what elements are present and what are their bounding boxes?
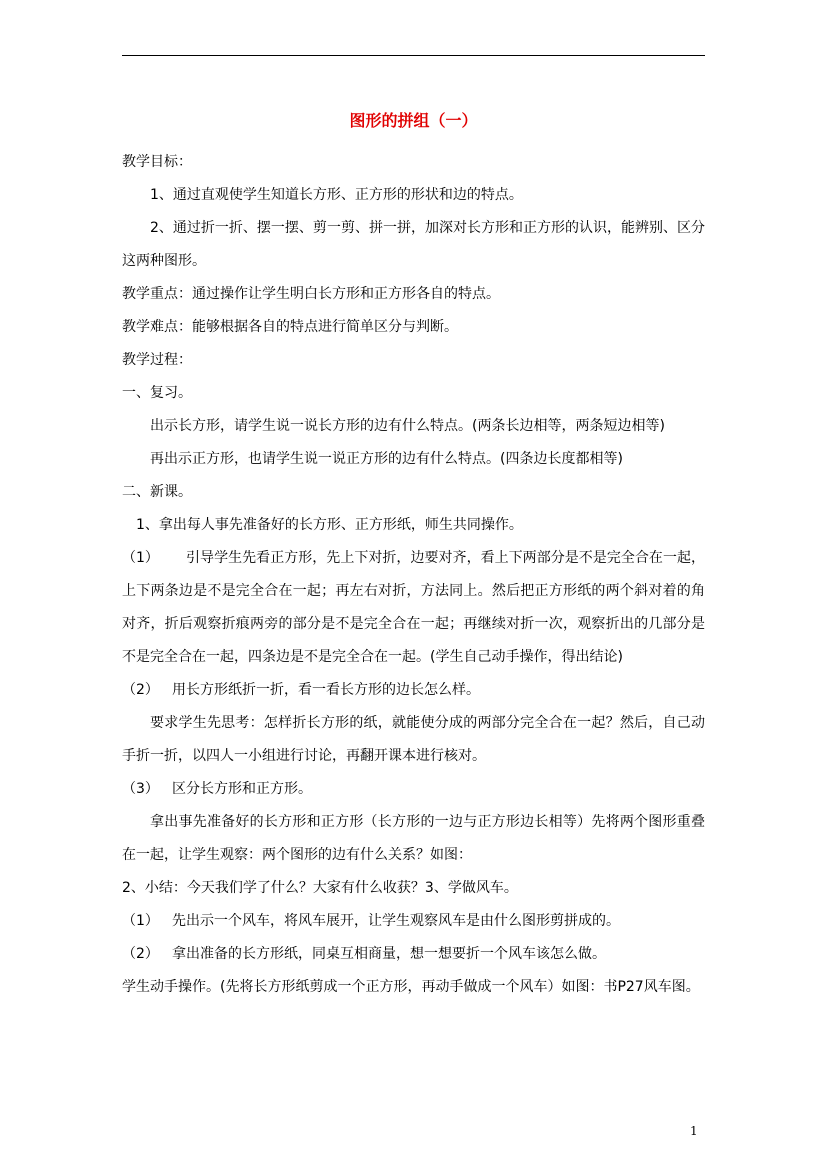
goal-item-2: 2、通过折一折、摆一摆、剪一剪、拼一拼，加深对长方形和正方形的认识，能辨别、区分这两种图形。	[122, 220, 705, 269]
step-3-number: （3）	[122, 781, 159, 797]
step-2-detail: 要求学生先思考：怎样折长方形的纸，就能使分成的两部分完全合在一起？然后，自己动手折一折，以四人一小组进行讨论，再翻开课本进行核对。	[122, 715, 705, 764]
difficulty: 教学难点：能够根据各自的特点进行简单区分与判断。	[122, 319, 458, 335]
document-body	[122, 146, 705, 1004]
student-operation: 学生动手操作。(先将长方形纸剪成一个正方形，再动手做成一个风车）如图：书P27风车图。	[122, 979, 700, 995]
page-number: 1	[690, 1124, 698, 1138]
step-1	[122, 542, 705, 674]
step-2-text: 用长方形纸折一折，看一看长方形的边长怎么样。	[172, 682, 480, 698]
new-lesson-item-1: 1、拿出每人事先准备好的长方形、正方形纸，师生共同操作。	[136, 517, 523, 533]
header-rule	[122, 55, 705, 56]
windmill-step-2-number: （2）	[122, 946, 159, 962]
step-3-detail: 拿出事先准备好的长方形和正方形（长方形的一边与正方形边长相等）先将两个图形重叠在一起，让学生观察：两个图形的边有什么关系？如图：	[122, 814, 705, 863]
review-heading: 一、复习。	[122, 385, 192, 401]
summary: 2、小结：今天我们学了什么？大家有什么收获？3、学做风车。	[122, 880, 518, 896]
goal-item-1: 1、通过直观使学生知道长方形、正方形的形状和边的特点。	[150, 187, 523, 203]
windmill-step-1	[122, 905, 705, 938]
step-1-number: （1）	[122, 550, 159, 566]
windmill-step-1-number: （1）	[122, 913, 159, 929]
goal-heading: 教学目标：	[122, 154, 192, 170]
step-1-text: 引导学生先看正方形，先上下对折，边要对齐，看上下两部分是不是完全合在一起，上下两条边是不是完全合在一起；再左右对折，方法同上。然后把正方形纸的两个斜对着的角对齐，折后观察折痕两旁的部分是不是完全合在一起；再继续对折一次，观察折出的几部分是不是完全合在一起，四条边是不是完全合在一起。(学生自己动手操作，得出结论)	[122, 550, 705, 665]
process-heading: 教学过程：	[122, 352, 192, 368]
windmill-step-1-text: 先出示一个风车，将风车展开，让学生观察风车是由什么图形剪拼成的。	[172, 913, 620, 929]
step-2	[122, 674, 705, 707]
review-item-2: 再出示正方形，也请学生说一说正方形的边有什么特点。(四条边长度都相等)	[150, 451, 623, 467]
new-lesson-heading: 二、新课。	[122, 484, 192, 500]
step-3-text: 区分长方形和正方形。	[172, 781, 312, 797]
step-3	[122, 773, 705, 806]
page-title: 图形的拼组（一）	[349, 111, 478, 130]
key-point: 教学重点：通过操作让学生明白长方形和正方形各自的特点。	[122, 286, 500, 302]
windmill-step-2	[122, 938, 705, 971]
windmill-step-2-text: 拿出准备的长方形纸，同桌互相商量，想一想要折一个风车该怎么做。	[172, 946, 606, 962]
review-item-1: 出示长方形，请学生说一说长方形的边有什么特点。(两条长边相等，两条短边相等)	[150, 418, 665, 434]
step-2-number: （2）	[122, 682, 159, 698]
